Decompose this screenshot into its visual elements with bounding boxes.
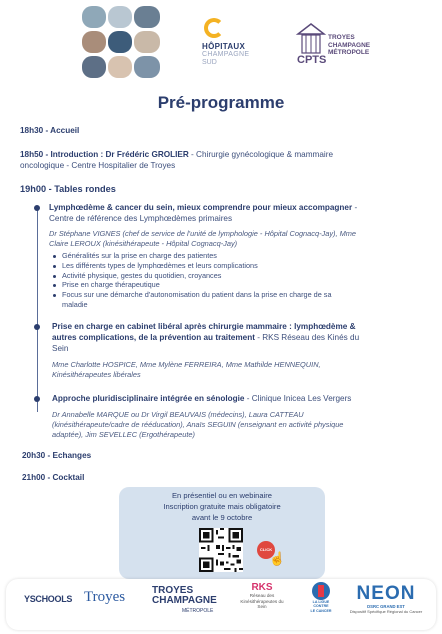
rks-sub2: Kinésithérapeutes du bbox=[240, 598, 284, 604]
yschools-logo: YSCHOOLS bbox=[24, 594, 73, 604]
timeline-dot-1 bbox=[34, 205, 40, 211]
registration-qr-code[interactable] bbox=[199, 528, 243, 572]
cpts-line3: MÉTROPOLE bbox=[328, 49, 370, 56]
schedule-intro bbox=[20, 150, 423, 161]
hospital-logo-line2: CHAMPAGNE bbox=[202, 51, 250, 58]
table3-org: - Clinique Inicea Les Vergers bbox=[244, 394, 352, 403]
table2-speakers-2: Kinésithérapeutes libérales bbox=[52, 370, 141, 379]
hospital-logo-line1: HÔPITAUX bbox=[202, 42, 246, 51]
cpts-line2: CHAMPAGNE bbox=[328, 41, 371, 49]
troyes-logo: Troyes bbox=[84, 589, 126, 605]
neon-sub1: DSRC GRAND EST bbox=[367, 604, 405, 609]
table3-speakers-2: (kinésithérapeute/cadre de rééducation), Anaïs SEGUIN (enseignant en activité physique bbox=[52, 420, 344, 429]
table2-title-2: autres complications, de la prévention au traitement bbox=[52, 333, 255, 342]
schedule-cocktail: 21h00 - Cocktail bbox=[22, 473, 85, 482]
cpts-building-icon bbox=[294, 22, 328, 66]
neon-logo bbox=[344, 584, 428, 614]
info-line3: avant le 9 octobre bbox=[191, 513, 253, 522]
schedule-welcome: 18h30 - Accueil bbox=[20, 126, 80, 135]
cpts-troyes-logo bbox=[294, 22, 374, 66]
neon-title: NEON bbox=[356, 583, 416, 604]
table3-speakers-1: Dr Annabelle MARQUE ou Dr Virgil BEAUVAIS (médecins), Laura CATTEAU bbox=[52, 410, 304, 419]
timeline-dot-3 bbox=[34, 396, 40, 402]
intro-time: 18h50 - Introduction : Dr Frédéric GROLIER bbox=[20, 150, 189, 159]
table2-org-end: Sein bbox=[52, 344, 69, 353]
neon-sub2: Dispositif Spécifique Régional du Cancer bbox=[349, 609, 423, 614]
table3-title: Approche pluridisciplinaire intégrée en sénologie bbox=[52, 394, 245, 403]
table2-title-1: Prise en charge en cabinet libéral après chirurgie mammaire : lymphœdème & bbox=[52, 322, 356, 331]
topic-item: Généralités sur la prise en charge des patientes bbox=[52, 251, 422, 261]
intro-desc-2: oncologique - Centre Hospitalier de Troyes bbox=[20, 161, 176, 170]
table1-org: Centre de référence des Lymphœdèmes primaires bbox=[49, 214, 233, 223]
pointing-hand-icon: ☝ bbox=[269, 551, 286, 566]
topic-item: Focus sur une démarche d'autonomisation du patient dans la prise en charge de sa bbox=[52, 290, 422, 300]
table3-heading bbox=[52, 394, 351, 405]
timeline-dot-2 bbox=[34, 324, 40, 330]
click-register-button[interactable]: CLICK bbox=[257, 541, 275, 559]
partner-logos-footer bbox=[6, 579, 436, 630]
troyes-champagne-metropole-logo bbox=[152, 586, 217, 616]
topic-item: Activité physique, gestes du quotidien, croyances bbox=[52, 271, 422, 281]
rks-sub3: Sein bbox=[257, 604, 267, 610]
table2-org: - RKS Réseau des Kinés du bbox=[254, 333, 360, 342]
info-line2: Inscription gratuite mais obligatoire bbox=[163, 502, 281, 511]
table1-speakers-1: Dr Stéphane VIGNES (chef de service de l'unité de lymphologie - Hôpital Cognacq-Jay), Mme bbox=[49, 229, 357, 238]
hospital-c-icon bbox=[204, 18, 224, 38]
tcm-line2: CHAMPAGNE bbox=[152, 595, 217, 606]
table3-speakers-3: adaptée), Jim SEVELLEC (Ergothérapeute) bbox=[52, 430, 195, 439]
ligue-contre-cancer-logo bbox=[310, 582, 332, 613]
table1-speakers-2: Claire LEROUX (kinésithérapeute - Hôpital Cognacq-Jay) bbox=[49, 239, 238, 248]
table1-title: Lymphœdème & cancer du sein, mieux comprendre pour mieux accompagner bbox=[49, 203, 353, 212]
intro-desc-1: - Chirurgie gynécologique & mammaire bbox=[188, 150, 334, 159]
registration-box bbox=[119, 487, 325, 579]
timeline-line bbox=[37, 207, 38, 412]
table1-heading bbox=[49, 203, 423, 214]
topic-item-continuation: maladie bbox=[62, 299, 88, 309]
tcm-line1: TROYES bbox=[152, 585, 194, 596]
topic-item: Prise en charge thérapeutique bbox=[52, 280, 422, 290]
ligue-line2: CONTRE bbox=[313, 604, 329, 609]
topic-item: Les différents types de lymphœdèmes et leurs complications bbox=[52, 261, 422, 271]
table2-speakers-1: Mme Charlotte HOSPICE, Mme Mylène FERREIRA, Mme Mathilde HENNEQUIN, bbox=[52, 360, 321, 369]
event-collage-logo bbox=[80, 6, 162, 80]
table1-topics bbox=[52, 251, 422, 310]
hopitaux-champagne-sud-logo bbox=[200, 18, 260, 70]
rks-sub1: Réseau des bbox=[249, 593, 275, 598]
rks-title: RKS bbox=[251, 582, 273, 593]
ligue-line1: LA LIGUE bbox=[312, 600, 330, 604]
rks-logo bbox=[232, 582, 292, 610]
tcm-line3: MÉTROPOLE bbox=[182, 608, 214, 614]
cpts-line1: TROYES bbox=[328, 34, 355, 41]
page-title: Pré-programme bbox=[157, 93, 285, 112]
ligue-line3: LE CANCER bbox=[310, 608, 332, 613]
ligue-mark-icon bbox=[312, 582, 330, 600]
hospital-logo-line3: SUD bbox=[202, 59, 217, 66]
svg-text:CPTS: CPTS bbox=[297, 54, 327, 66]
info-line1: En présentiel ou en webinaire bbox=[171, 491, 273, 500]
schedule-exchanges: 20h30 - Echanges bbox=[22, 451, 92, 460]
tables-rondes-title: 19h00 - Tables rondes bbox=[20, 184, 116, 194]
table1-title-rest: - bbox=[352, 203, 358, 212]
table2-heading-2 bbox=[52, 333, 424, 344]
